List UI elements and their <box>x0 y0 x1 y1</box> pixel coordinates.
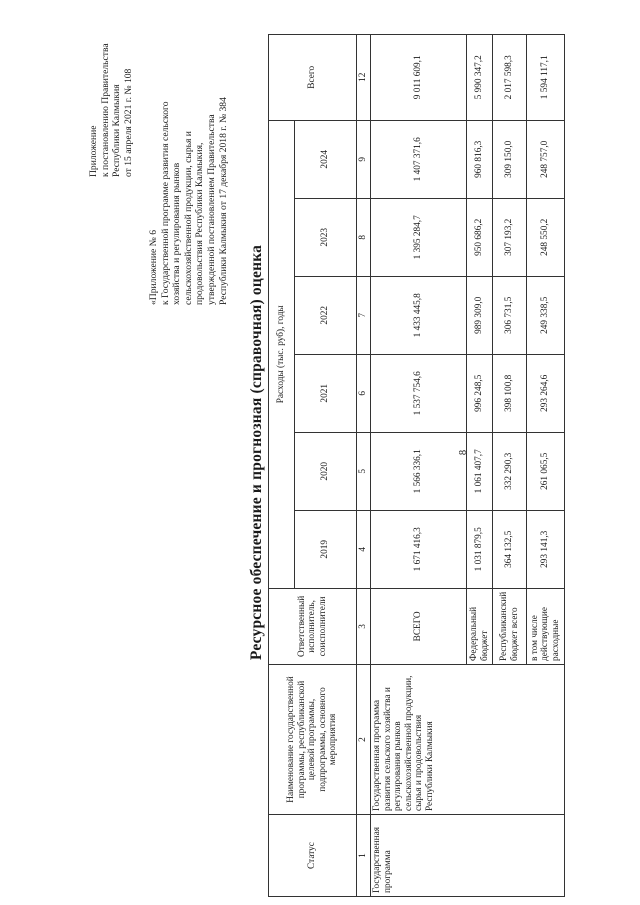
value-cell: 249 338,5 <box>527 276 565 354</box>
executor-cell: Федеральный бюджет <box>467 588 493 664</box>
value-cell: 1 566 336,1 <box>371 432 467 510</box>
appendix-line: утвержденной постановлением Правительства <box>205 114 217 305</box>
appendix-line: сельскохозяйственной продукции, сырья и <box>182 131 194 305</box>
column-number: 9 <box>357 120 371 198</box>
header-year: 2020 <box>295 432 357 510</box>
header-status: Статус <box>269 815 357 897</box>
value-cell: 996 248,5 <box>467 354 493 432</box>
header-year: 2022 <box>295 276 357 354</box>
value-cell: 306 731,5 <box>493 276 527 354</box>
status-cell: Государственная программа <box>371 815 565 897</box>
appendix-line: Республики Калмыкия от 17 декабря 2018 г. № 384 <box>217 97 229 305</box>
value-cell: 1 395 284,7 <box>371 198 467 276</box>
value-cell: 989 309,0 <box>467 276 493 354</box>
page-number: 8 <box>458 449 469 456</box>
total-cell: 1 594 117,1 <box>527 34 565 120</box>
value-cell: 309 150,0 <box>493 120 527 198</box>
value-cell: 364 132,5 <box>493 510 527 588</box>
header-expenses: Расходы (тыс. руб), годы <box>269 120 295 588</box>
program-name-cell: Государственная программа развития сельского хозяйства и регулирования рынков сельскохозяйственной продукции, сырья и продовольствия Республики Калмыкия <box>371 665 565 815</box>
total-cell: 2 017 598,3 <box>493 34 527 120</box>
column-number: 8 <box>357 198 371 276</box>
header-year: 2021 <box>295 354 357 432</box>
executor-cell: в том числе действующие расходные <box>527 588 565 664</box>
document-title: Ресурсное обеспечение и прогнозная (справочная) оценка <box>248 244 265 661</box>
value-cell: 293 141,3 <box>527 510 565 588</box>
total-cell: 9 011 609,1 <box>371 34 467 120</box>
header-row <box>269 34 295 896</box>
value-cell: 293 264,6 <box>527 354 565 432</box>
value-cell: 960 816,3 <box>467 120 493 198</box>
value-cell: 1 031 879,5 <box>467 510 493 588</box>
column-number: 4 <box>357 510 371 588</box>
appendix-line: от 15 апреля 2021 г. № 108 <box>122 68 134 177</box>
header-name: Наименование государственной программы, республиканской целевой программы, подпрограммы, основного мероприятия <box>269 665 357 815</box>
table-row <box>371 34 467 896</box>
executor-cell: Республиканский бюджет всего <box>493 588 527 664</box>
value-cell: 398 100,8 <box>493 354 527 432</box>
column-number: 5 <box>357 432 371 510</box>
appendix-line: хозяйства и регулирования рынков <box>171 162 183 305</box>
value-cell: 248 550,2 <box>527 198 565 276</box>
total-cell: 5 990 347,2 <box>467 34 493 120</box>
appendix-line: к постановлению Правительства <box>99 43 111 177</box>
value-cell: 1 433 445,8 <box>371 276 467 354</box>
header-year: 2024 <box>295 120 357 198</box>
column-number: 1 <box>357 815 371 897</box>
appendix-line: продовольствия Республики Калмыкия, <box>194 142 206 305</box>
column-number: 2 <box>357 665 371 815</box>
value-cell: 1 061 407,7 <box>467 432 493 510</box>
column-number: 3 <box>357 588 371 664</box>
appendix-main-block <box>88 43 134 177</box>
value-cell: 307 193,2 <box>493 198 527 276</box>
value-cell: 261 065,5 <box>527 432 565 510</box>
value-cell: 1 671 416,3 <box>371 510 467 588</box>
header-total: Всего <box>269 34 357 120</box>
appendix-six-block <box>148 97 229 305</box>
appendix-line: Республики Калмыкия <box>111 84 123 177</box>
value-cell: 332 290,3 <box>493 432 527 510</box>
header-year: 2023 <box>295 198 357 276</box>
value-cell: 1 407 371,6 <box>371 120 467 198</box>
column-number: 7 <box>357 276 371 354</box>
appendix-line: Приложение <box>88 125 99 177</box>
column-numbers-row <box>357 34 371 896</box>
column-number: 12 <box>357 34 371 120</box>
executor-cell: ВСЕГО <box>371 588 467 664</box>
appendix-line: «Приложение № 6 <box>148 229 159 305</box>
column-number: 6 <box>357 354 371 432</box>
resource-table <box>268 34 565 897</box>
value-cell: 950 686,2 <box>467 198 493 276</box>
header-year: 2019 <box>295 510 357 588</box>
appendix-line: к Государственной программе развития сельского <box>159 101 171 305</box>
value-cell: 1 537 754,6 <box>371 354 467 432</box>
header-executor: Ответственный исполнитель, соисполнители <box>269 588 357 664</box>
value-cell: 248 757,0 <box>527 120 565 198</box>
